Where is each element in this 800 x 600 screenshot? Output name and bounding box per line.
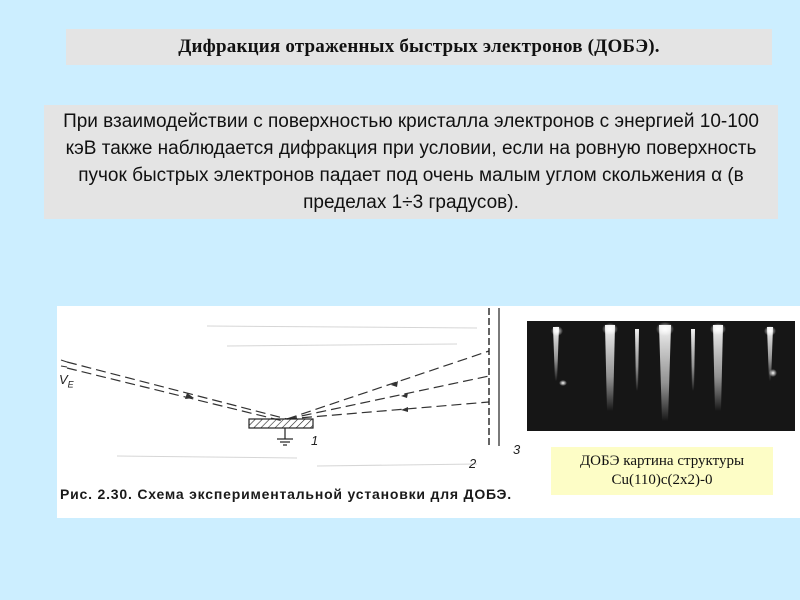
ground-icon bbox=[277, 428, 293, 445]
photo-caption-line1: ДОБЭ картина структуры bbox=[579, 453, 745, 469]
arrow-icon bbox=[401, 407, 408, 412]
screen-2-number: 2 bbox=[469, 456, 477, 471]
reflected-beams bbox=[287, 351, 489, 419]
photo-caption-line2: Cu(110)c(2x2)-0 bbox=[611, 472, 713, 488]
sample-number: 1 bbox=[311, 433, 319, 448]
description-text: При взаимодействии с поверхностью кристалла электронов с энергией 10-100 кэВ также наблюдается дифракция при условии, если на ровную поверхность пучок быстрых электронов падает под очень малым углом скольжения α (в пределах 1÷3 градусов). bbox=[63, 111, 759, 213]
sample-crystal bbox=[249, 419, 313, 428]
diffraction-photo bbox=[527, 321, 795, 431]
figure-caption: Рис. 2.30. Схема экспериментальной установки для ДОБЭ. bbox=[60, 486, 512, 502]
slide-title: Дифракция отраженных быстрых электронов (ДОБЭ). bbox=[66, 29, 772, 65]
diffraction-pattern-image bbox=[527, 321, 795, 431]
source-label: $V_E$ bbox=[59, 372, 74, 390]
incident-beam bbox=[67, 362, 287, 421]
source-marks bbox=[61, 360, 67, 367]
scan-noise bbox=[117, 326, 477, 466]
screen-3-number: 3 bbox=[513, 442, 521, 457]
description-box bbox=[44, 105, 778, 219]
photo-caption-box bbox=[551, 447, 773, 495]
setup-diagram bbox=[57, 306, 527, 484]
